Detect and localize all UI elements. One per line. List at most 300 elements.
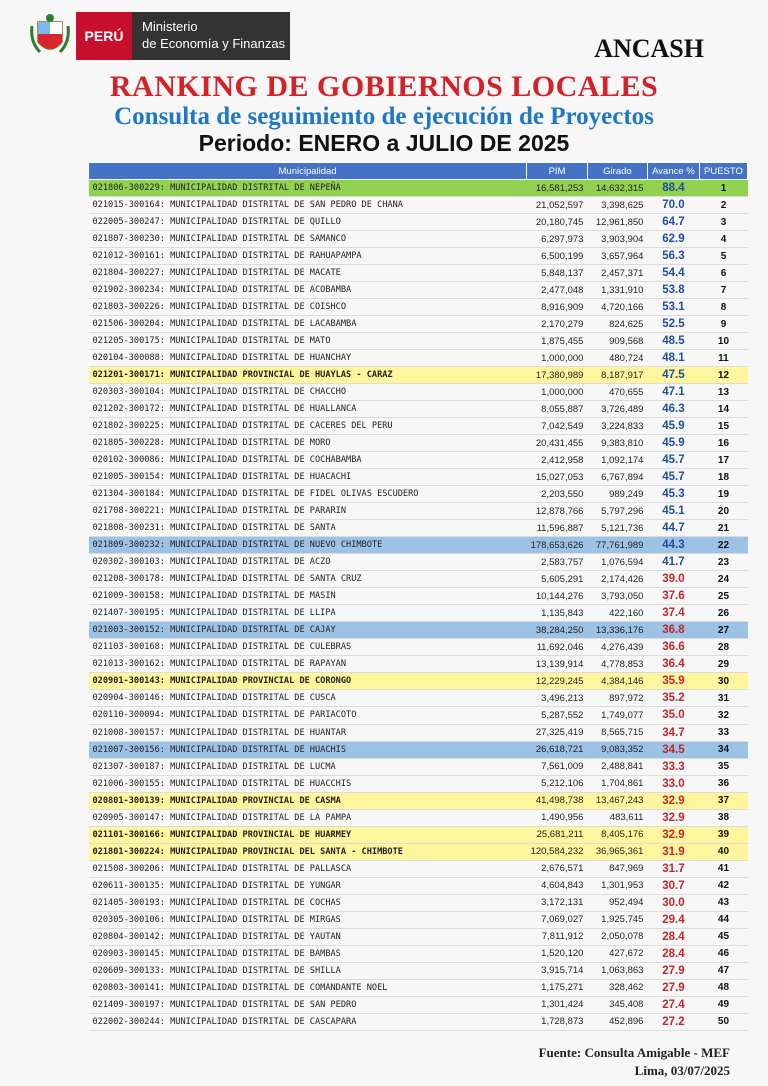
- cell-girado: 427,672: [587, 945, 647, 962]
- cell-avance: 53.1: [647, 299, 699, 316]
- cell-pim: 3,496,213: [527, 690, 588, 707]
- cell-municipalidad: 020102-300086: MUNICIPALIDAD DISTRITAL DE COCHABAMBA: [89, 452, 527, 469]
- cell-municipalidad: 020303-300104: MUNICIPALIDAD DISTRITAL DE CHACCHO: [89, 384, 527, 401]
- cell-municipalidad: 021013-300162: MUNICIPALIDAD DISTRITAL DE RAPAYAN: [89, 656, 527, 673]
- table-row: [89, 282, 748, 299]
- cell-pim: 1,301,424: [527, 996, 588, 1013]
- cell-puesto: 3: [699, 214, 747, 231]
- col-header-pim: PIM: [527, 163, 588, 180]
- cell-municipalidad: 021015-300164: MUNICIPALIDAD DISTRITAL DE SAN PEDRO DE CHANA: [89, 197, 527, 214]
- cell-avance: 27.4: [647, 996, 699, 1013]
- cell-girado: 36,965,361: [587, 843, 647, 860]
- cell-pim: 2,583,757: [527, 554, 588, 571]
- cell-puesto: 46: [699, 945, 747, 962]
- cell-girado: 5,121,736: [587, 520, 647, 537]
- table-row: [89, 231, 748, 248]
- cell-municipalidad: 021506-300204: MUNICIPALIDAD DISTRITAL DE LACABAMBA: [89, 316, 527, 333]
- cell-municipalidad: 021803-300226: MUNICIPALIDAD DISTRITAL DE COISHCO: [89, 299, 527, 316]
- table-row: [89, 741, 748, 758]
- cell-girado: 1,301,953: [587, 877, 647, 894]
- cell-girado: 3,657,964: [587, 248, 647, 265]
- period-label: Periodo: ENERO a JULIO DE 2025: [198, 130, 570, 156]
- cell-avance: 32.9: [647, 826, 699, 843]
- cell-municipalidad: 021808-300231: MUNICIPALIDAD DISTRITAL DE SANTA: [89, 520, 527, 537]
- table-row: [89, 622, 748, 639]
- cell-pim: 2,676,571: [527, 860, 588, 877]
- cell-municipalidad: 020110-300094: MUNICIPALIDAD DISTRITAL DE PARIACOTO: [89, 707, 527, 724]
- cell-pim: 1,000,000: [527, 384, 588, 401]
- logo-ministry: [132, 12, 285, 60]
- cell-puesto: 14: [699, 401, 747, 418]
- cell-girado: 8,187,917: [587, 367, 647, 384]
- table-row: [89, 401, 748, 418]
- cell-puesto: 49: [699, 996, 747, 1013]
- source-note: Fuente: Consulta Amigable - MEF: [538, 1045, 730, 1060]
- table-row: [89, 860, 748, 877]
- cell-avance: 29.4: [647, 911, 699, 928]
- table-row: [89, 520, 748, 537]
- cell-pim: 5,848,137: [527, 265, 588, 282]
- cell-municipalidad: 021807-300230: MUNICIPALIDAD DISTRITAL DE SAMANCO: [89, 231, 527, 248]
- cell-municipalidad: 020904-300146: MUNICIPALIDAD DISTRITAL DE CUSCA: [89, 690, 527, 707]
- table-row: [89, 979, 748, 996]
- cell-pim: 5,287,552: [527, 707, 588, 724]
- cell-pim: 120,584,232: [527, 843, 588, 860]
- cell-municipalidad: 021508-300206: MUNICIPALIDAD DISTRITAL DE PALLASCA: [89, 860, 527, 877]
- table-row: [89, 214, 748, 231]
- cell-pim: 13,139,914: [527, 656, 588, 673]
- table-row: [89, 333, 748, 350]
- cell-pim: 2,170,279: [527, 316, 588, 333]
- cell-puesto: 7: [699, 282, 747, 299]
- cell-puesto: 23: [699, 554, 747, 571]
- cell-girado: 3,398,625: [587, 197, 647, 214]
- cell-avance: 45.7: [647, 452, 699, 469]
- cell-municipalidad: 020305-300106: MUNICIPALIDAD DISTRITAL DE MIRGAS: [89, 911, 527, 928]
- cell-pim: 7,042,549: [527, 418, 588, 435]
- cell-girado: 824,625: [587, 316, 647, 333]
- cell-puesto: 12: [699, 367, 747, 384]
- cell-municipalidad: 021804-300227: MUNICIPALIDAD DISTRITAL DE MACATE: [89, 265, 527, 282]
- table-row: [89, 962, 748, 979]
- table-row: [89, 894, 748, 911]
- table-row: [89, 639, 748, 656]
- cell-puesto: 36: [699, 775, 747, 792]
- cell-avance: 33.3: [647, 758, 699, 775]
- cell-puesto: 22: [699, 537, 747, 554]
- cell-avance: 34.7: [647, 724, 699, 741]
- cell-puesto: 33: [699, 724, 747, 741]
- cell-municipalidad: 020609-300133: MUNICIPALIDAD DISTRITAL DE SHILLA: [89, 962, 527, 979]
- cell-municipalidad: 021005-300154: MUNICIPALIDAD DISTRITAL DE HUACACHI: [89, 469, 527, 486]
- cell-girado: 470,655: [587, 384, 647, 401]
- cell-girado: 9,383,810: [587, 435, 647, 452]
- cell-pim: 178,653,626: [527, 537, 588, 554]
- cell-avance: 44.7: [647, 520, 699, 537]
- cell-puesto: 17: [699, 452, 747, 469]
- cell-municipalidad: 020104-300088: MUNICIPALIDAD DISTRITAL DE HUANCHAY: [89, 350, 527, 367]
- cell-girado: 6,767,894: [587, 469, 647, 486]
- table-row: [89, 826, 748, 843]
- cell-municipalidad: 020905-300147: MUNICIPALIDAD DISTRITAL DE LA PAMPA: [89, 809, 527, 826]
- cell-municipalidad: 021003-300152: MUNICIPALIDAD DISTRITAL DE CAJAY: [89, 622, 527, 639]
- table-row: [89, 996, 748, 1013]
- cell-girado: 4,778,853: [587, 656, 647, 673]
- cell-municipalidad: 021208-300178: MUNICIPALIDAD DISTRITAL DE SANTA CRUZ: [89, 571, 527, 588]
- cell-municipalidad: 021802-300225: MUNICIPALIDAD DISTRITAL DE CACERES DEL PERU: [89, 418, 527, 435]
- table-row: [89, 945, 748, 962]
- cell-avance: 39.0: [647, 571, 699, 588]
- cell-puesto: 45: [699, 928, 747, 945]
- table-row: [89, 435, 748, 452]
- table-row: [89, 469, 748, 486]
- cell-girado: 5,797,296: [587, 503, 647, 520]
- cell-pim: 2,477,048: [527, 282, 588, 299]
- cell-avance: 35.0: [647, 707, 699, 724]
- cell-puesto: 24: [699, 571, 747, 588]
- cell-avance: 32.9: [647, 809, 699, 826]
- table-row: [89, 656, 748, 673]
- cell-avance: 48.5: [647, 333, 699, 350]
- table-row: [89, 588, 748, 605]
- cell-avance: 36.6: [647, 639, 699, 656]
- cell-municipalidad: 021009-300158: MUNICIPALIDAD DISTRITAL DE MASIN: [89, 588, 527, 605]
- cell-pim: 1,520,120: [527, 945, 588, 962]
- cell-municipalidad: 020901-300143: MUNICIPALIDAD PROVINCIAL DE CORONGO: [89, 673, 527, 690]
- cell-puesto: 6: [699, 265, 747, 282]
- cell-municipalidad: 021809-300232: MUNICIPALIDAD DISTRITAL DE NUEVO CHIMBOTE: [89, 537, 527, 554]
- cell-avance: 35.2: [647, 690, 699, 707]
- cell-puesto: 42: [699, 877, 747, 894]
- cell-girado: 1,925,745: [587, 911, 647, 928]
- cell-avance: 64.7: [647, 214, 699, 231]
- cell-girado: 3,793,050: [587, 588, 647, 605]
- cell-puesto: 27: [699, 622, 747, 639]
- cell-girado: 2,174,426: [587, 571, 647, 588]
- mef-logo: [76, 12, 290, 60]
- cell-girado: 1,092,174: [587, 452, 647, 469]
- cell-girado: 12,961,850: [587, 214, 647, 231]
- cell-avance: 34.5: [647, 741, 699, 758]
- cell-municipalidad: 021205-300175: MUNICIPALIDAD DISTRITAL DE MATO: [89, 333, 527, 350]
- cell-avance: 31.9: [647, 843, 699, 860]
- cell-avance: 52.5: [647, 316, 699, 333]
- cell-pim: 11,596,887: [527, 520, 588, 537]
- cell-puesto: 44: [699, 911, 747, 928]
- cell-pim: 1,175,271: [527, 979, 588, 996]
- cell-girado: 4,276,439: [587, 639, 647, 656]
- cell-puesto: 11: [699, 350, 747, 367]
- cell-pim: 41,498,738: [527, 792, 588, 809]
- table-header-row: [89, 163, 748, 180]
- cell-puesto: 16: [699, 435, 747, 452]
- col-header-girado: Girado: [587, 163, 647, 180]
- cell-municipalidad: 020804-300142: MUNICIPALIDAD DISTRITAL DE YAUTAN: [89, 928, 527, 945]
- cell-girado: 3,903,904: [587, 231, 647, 248]
- table-row: [89, 724, 748, 741]
- cell-girado: 8,565,715: [587, 724, 647, 741]
- cell-pim: 5,212,106: [527, 775, 588, 792]
- cell-pim: 8,916,909: [527, 299, 588, 316]
- cell-municipalidad: 022002-300244: MUNICIPALIDAD DISTRITAL DE CASCAPARA: [89, 1013, 527, 1030]
- cell-avance: 54.4: [647, 265, 699, 282]
- cell-avance: 48.1: [647, 350, 699, 367]
- cell-pim: 7,069,027: [527, 911, 588, 928]
- cell-girado: 483,611: [587, 809, 647, 826]
- cell-puesto: 31: [699, 690, 747, 707]
- cell-puesto: 29: [699, 656, 747, 673]
- cell-pim: 38,284,250: [527, 622, 588, 639]
- table-row: [89, 911, 748, 928]
- cell-municipalidad: 020903-300145: MUNICIPALIDAD DISTRITAL DE BAMBAS: [89, 945, 527, 962]
- cell-puesto: 43: [699, 894, 747, 911]
- cell-pim: 26,618,721: [527, 741, 588, 758]
- cell-pim: 1,000,000: [527, 350, 588, 367]
- cell-girado: 847,969: [587, 860, 647, 877]
- cell-avance: 45.9: [647, 435, 699, 452]
- cell-pim: 27,325,419: [527, 724, 588, 741]
- cell-municipalidad: 021007-300156: MUNICIPALIDAD DISTRITAL DE HUACHIS: [89, 741, 527, 758]
- table-row: [89, 316, 748, 333]
- cell-girado: 452,896: [587, 1013, 647, 1030]
- cell-avance: 44.3: [647, 537, 699, 554]
- cell-girado: 2,050,078: [587, 928, 647, 945]
- cell-puesto: 40: [699, 843, 747, 860]
- cell-puesto: 39: [699, 826, 747, 843]
- cell-puesto: 38: [699, 809, 747, 826]
- cell-girado: 3,224,833: [587, 418, 647, 435]
- ranking-table: [88, 162, 748, 1031]
- coat-of-arms-icon: [30, 12, 70, 60]
- table-row: [89, 452, 748, 469]
- table-row: [89, 775, 748, 792]
- cell-girado: 1,331,910: [587, 282, 647, 299]
- cell-puesto: 21: [699, 520, 747, 537]
- cell-girado: 2,457,371: [587, 265, 647, 282]
- table-row: [89, 571, 748, 588]
- cell-pim: 20,431,455: [527, 435, 588, 452]
- cell-avance: 62.9: [647, 231, 699, 248]
- table-row: [89, 180, 748, 197]
- cell-pim: 1,875,455: [527, 333, 588, 350]
- cell-pim: 5,605,291: [527, 571, 588, 588]
- table-row: [89, 367, 748, 384]
- cell-girado: 345,408: [587, 996, 647, 1013]
- table-row: [89, 758, 748, 775]
- cell-pim: 4,604,843: [527, 877, 588, 894]
- cell-girado: 9,083,352: [587, 741, 647, 758]
- cell-municipalidad: 021708-300221: MUNICIPALIDAD DISTRITAL DE PARARIN: [89, 503, 527, 520]
- cell-pim: 6,500,199: [527, 248, 588, 265]
- table-row: [89, 299, 748, 316]
- cell-municipalidad: 021409-300197: MUNICIPALIDAD DISTRITAL DE SAN PEDRO: [89, 996, 527, 1013]
- col-header-municipalidad: Municipalidad: [89, 163, 527, 180]
- cell-avance: 27.2: [647, 1013, 699, 1030]
- table-body: [89, 180, 748, 1031]
- cell-avance: 45.7: [647, 469, 699, 486]
- cell-municipalidad: 021304-300184: MUNICIPALIDAD DISTRITAL DE FIDEL OLIVAS ESCUDERO: [89, 486, 527, 503]
- cell-girado: 13,336,176: [587, 622, 647, 639]
- table-row: [89, 486, 748, 503]
- cell-girado: 8,405,176: [587, 826, 647, 843]
- table-row: [89, 554, 748, 571]
- cell-municipalidad: 021407-300195: MUNICIPALIDAD DISTRITAL DE LLIPA: [89, 605, 527, 622]
- cell-municipalidad: 021101-300166: MUNICIPALIDAD PROVINCIAL DE HUARMEY: [89, 826, 527, 843]
- cell-avance: 53.8: [647, 282, 699, 299]
- cell-puesto: 10: [699, 333, 747, 350]
- cell-puesto: 18: [699, 469, 747, 486]
- col-header-puesto: PUESTO: [699, 163, 747, 180]
- cell-municipalidad: 020801-300139: MUNICIPALIDAD PROVINCIAL DE CASMA: [89, 792, 527, 809]
- cell-girado: 422,160: [587, 605, 647, 622]
- cell-avance: 70.0: [647, 197, 699, 214]
- cell-avance: 28.4: [647, 945, 699, 962]
- cell-pim: 25,681,211: [527, 826, 588, 843]
- cell-municipalidad: 021103-300168: MUNICIPALIDAD DISTRITAL DE CULEBRAS: [89, 639, 527, 656]
- cell-pim: 16,581,253: [527, 180, 588, 197]
- cell-avance: 30.0: [647, 894, 699, 911]
- cell-avance: 88.4: [647, 180, 699, 197]
- col-header-avance: Avance %: [647, 163, 699, 180]
- cell-puesto: 9: [699, 316, 747, 333]
- cell-pim: 12,229,245: [527, 673, 588, 690]
- cell-avance: 45.1: [647, 503, 699, 520]
- cell-pim: 3,915,714: [527, 962, 588, 979]
- cell-puesto: 50: [699, 1013, 747, 1030]
- cell-municipalidad: 020803-300141: MUNICIPALIDAD DISTRITAL DE COMANDANTE NOEL: [89, 979, 527, 996]
- cell-pim: 2,412,958: [527, 452, 588, 469]
- cell-avance: 36.8: [647, 622, 699, 639]
- logo-country: PERÚ: [76, 12, 132, 60]
- cell-pim: 11,692,046: [527, 639, 588, 656]
- table-row: [89, 690, 748, 707]
- cell-pim: 10,144,276: [527, 588, 588, 605]
- cell-pim: 17,380,989: [527, 367, 588, 384]
- table-row: [89, 197, 748, 214]
- cell-avance: 37.4: [647, 605, 699, 622]
- cell-avance: 35.9: [647, 673, 699, 690]
- cell-puesto: 48: [699, 979, 747, 996]
- cell-municipalidad: 021201-300171: MUNICIPALIDAD PROVINCIAL DE HUAYLAS - CARAZ: [89, 367, 527, 384]
- table-row: [89, 1013, 748, 1030]
- cell-girado: 909,568: [587, 333, 647, 350]
- cell-pim: 7,561,009: [527, 758, 588, 775]
- cell-avance: 37.6: [647, 588, 699, 605]
- cell-puesto: 15: [699, 418, 747, 435]
- cell-avance: 27.9: [647, 962, 699, 979]
- cell-girado: 1,749,077: [587, 707, 647, 724]
- table-row: [89, 809, 748, 826]
- cell-puesto: 41: [699, 860, 747, 877]
- cell-avance: 45.3: [647, 486, 699, 503]
- table-row: [89, 843, 748, 860]
- cell-avance: 46.3: [647, 401, 699, 418]
- cell-puesto: 2: [699, 197, 747, 214]
- cell-avance: 41.7: [647, 554, 699, 571]
- table-row: [89, 265, 748, 282]
- cell-municipalidad: 020302-300103: MUNICIPALIDAD DISTRITAL DE ACZO: [89, 554, 527, 571]
- cell-municipalidad: 022005-300247: MUNICIPALIDAD DISTRITAL DE QUILLO: [89, 214, 527, 231]
- cell-municipalidad: 021202-300172: MUNICIPALIDAD DISTRITAL DE HUALLANCA: [89, 401, 527, 418]
- cell-avance: 33.0: [647, 775, 699, 792]
- cell-puesto: 20: [699, 503, 747, 520]
- cell-girado: 1,704,861: [587, 775, 647, 792]
- cell-avance: 30.7: [647, 877, 699, 894]
- table-row: [89, 707, 748, 724]
- page-title: RANKING DE GOBIERNOS LOCALES: [109, 70, 659, 103]
- cell-girado: 897,972: [587, 690, 647, 707]
- table-row: [89, 503, 748, 520]
- cell-puesto: 13: [699, 384, 747, 401]
- cell-avance: 31.7: [647, 860, 699, 877]
- logo-ministry-line1: Ministerio: [142, 19, 198, 34]
- cell-girado: 3,726,489: [587, 401, 647, 418]
- cell-girado: 989,249: [587, 486, 647, 503]
- cell-pim: 1,728,873: [527, 1013, 588, 1030]
- cell-avance: 45.9: [647, 418, 699, 435]
- cell-puesto: 19: [699, 486, 747, 503]
- cell-pim: 6,297,973: [527, 231, 588, 248]
- cell-puesto: 34: [699, 741, 747, 758]
- cell-puesto: 25: [699, 588, 747, 605]
- cell-puesto: 35: [699, 758, 747, 775]
- cell-avance: 56.3: [647, 248, 699, 265]
- cell-girado: 1,063,863: [587, 962, 647, 979]
- cell-girado: 13,467,243: [587, 792, 647, 809]
- cell-avance: 47.1: [647, 384, 699, 401]
- table-row: [89, 928, 748, 945]
- cell-municipalidad: 021006-300155: MUNICIPALIDAD DISTRITAL DE HUACCHIS: [89, 775, 527, 792]
- cell-girado: 4,720,166: [587, 299, 647, 316]
- cell-girado: 1,076,594: [587, 554, 647, 571]
- cell-avance: 47.5: [647, 367, 699, 384]
- cell-municipalidad: 021805-300228: MUNICIPALIDAD DISTRITAL DE MORO: [89, 435, 527, 452]
- cell-pim: 15,027,053: [527, 469, 588, 486]
- cell-girado: 328,462: [587, 979, 647, 996]
- cell-municipalidad: 021008-300157: MUNICIPALIDAD DISTRITAL DE HUANTAR: [89, 724, 527, 741]
- cell-municipalidad: 021012-300161: MUNICIPALIDAD DISTRITAL DE RAHUAPAMPA: [89, 248, 527, 265]
- cell-municipalidad: 021902-300234: MUNICIPALIDAD DISTRITAL DE ACOBAMBA: [89, 282, 527, 299]
- cell-pim: 20,180,745: [527, 214, 588, 231]
- page-subtitle: Consulta de seguimiento de ejecución de Proyectos: [114, 103, 654, 130]
- date-note: Lima, 03/07/2025: [634, 1063, 730, 1078]
- cell-avance: 28.4: [647, 928, 699, 945]
- cell-pim: 8,055,887: [527, 401, 588, 418]
- table-row: [89, 673, 748, 690]
- cell-pim: 2,203,550: [527, 486, 588, 503]
- cell-pim: 3,172,131: [527, 894, 588, 911]
- table-row: [89, 877, 748, 894]
- table-row: [89, 418, 748, 435]
- cell-pim: 12,878,766: [527, 503, 588, 520]
- cell-puesto: 32: [699, 707, 747, 724]
- cell-girado: 14,632,315: [587, 180, 647, 197]
- cell-municipalidad: 021806-300229: MUNICIPALIDAD DISTRITAL DE NEPEÑA: [89, 180, 527, 197]
- cell-puesto: 1: [699, 180, 747, 197]
- cell-girado: 952,494: [587, 894, 647, 911]
- cell-pim: 7,811,912: [527, 928, 588, 945]
- cell-girado: 2,488,841: [587, 758, 647, 775]
- cell-girado: 4,384,146: [587, 673, 647, 690]
- page-header: [0, 0, 768, 160]
- cell-avance: 36.4: [647, 656, 699, 673]
- cell-avance: 32.9: [647, 792, 699, 809]
- logo-ministry-line2: de Economía y Finanzas: [142, 36, 286, 51]
- cell-pim: 1,490,956: [527, 809, 588, 826]
- cell-puesto: 4: [699, 231, 747, 248]
- cell-pim: 1,135,843: [527, 605, 588, 622]
- cell-puesto: 26: [699, 605, 747, 622]
